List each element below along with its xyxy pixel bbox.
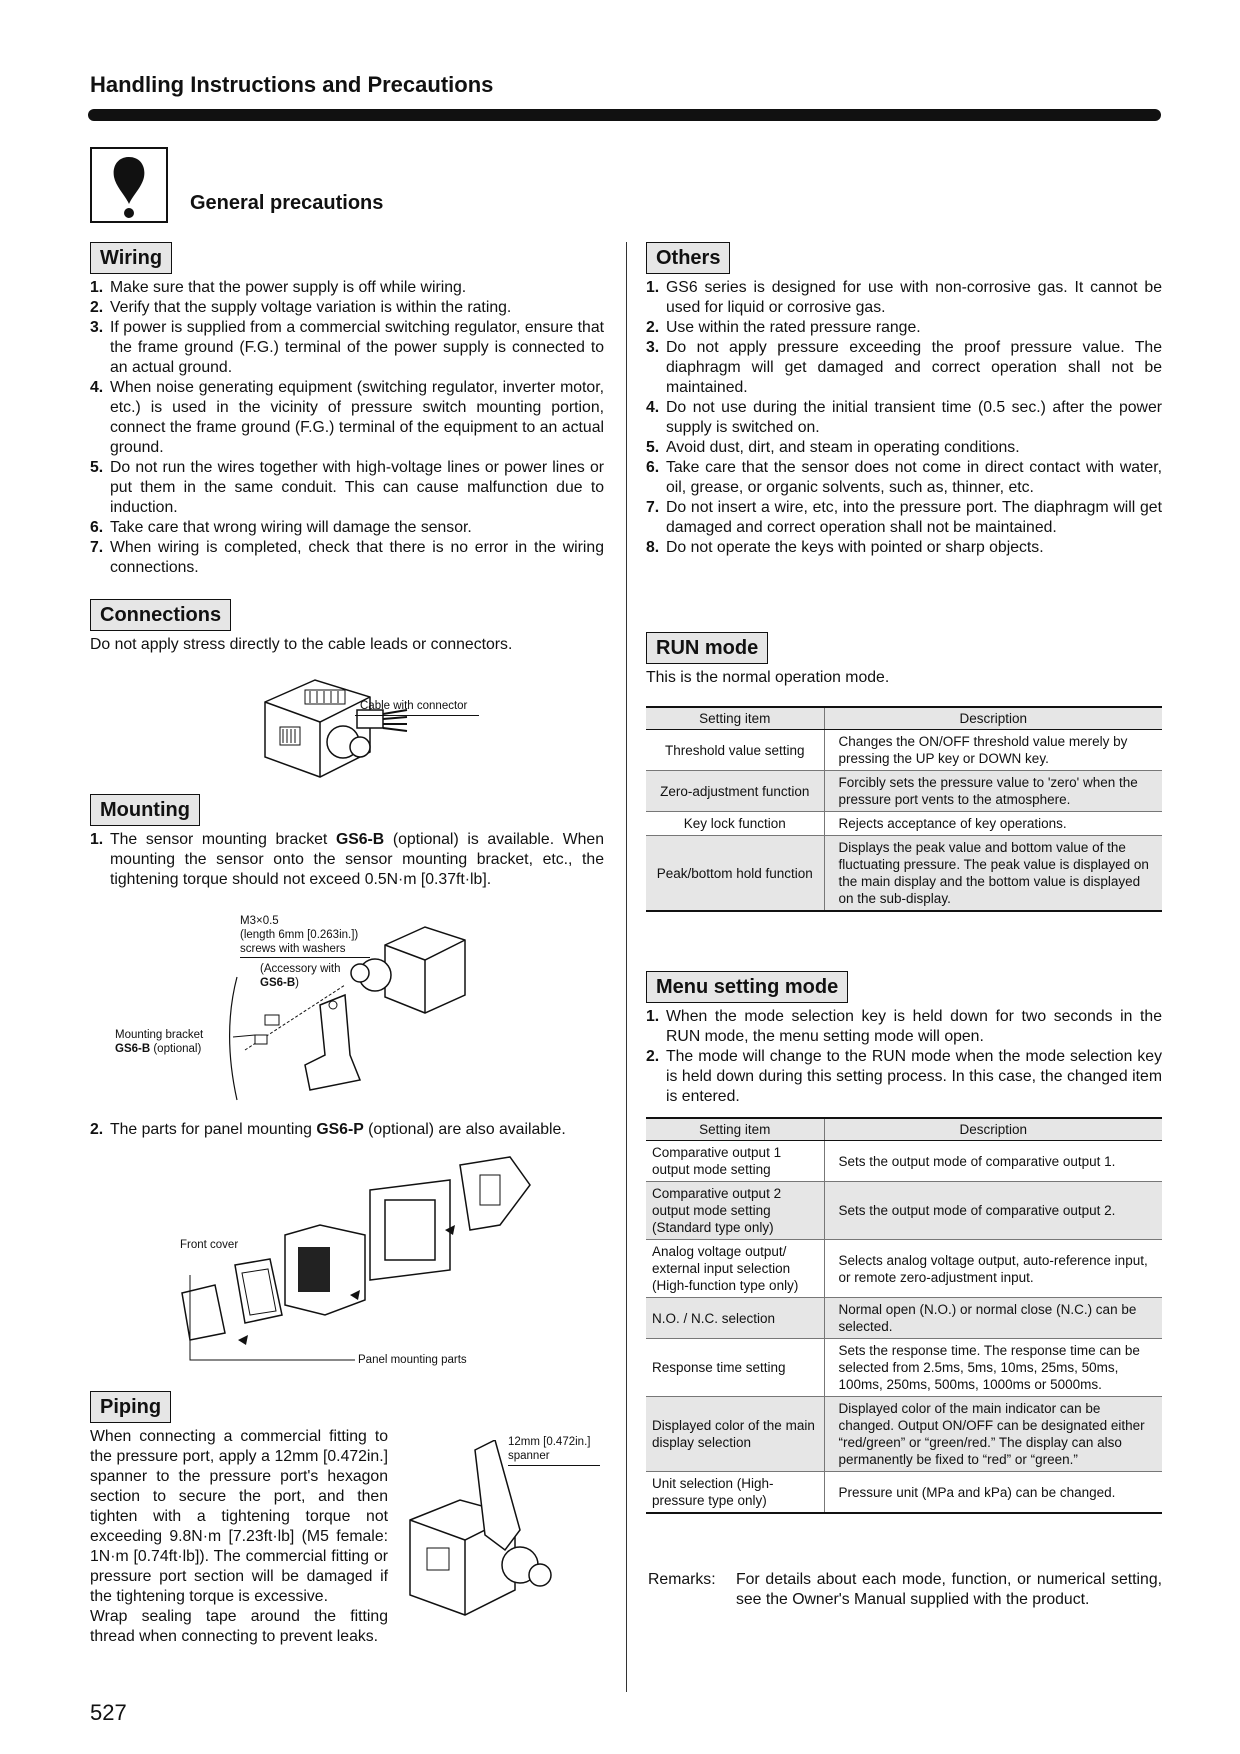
spanner-label (508, 1435, 590, 1463)
item-number: 2. (646, 319, 660, 336)
others-list (646, 278, 1162, 558)
page-title: Handling Instructions and Precautions (90, 72, 494, 97)
column-divider (626, 242, 627, 1692)
mounting-item-2-model: GS6-P (316, 1121, 364, 1138)
cable-label-leader (355, 715, 479, 716)
mounting-item-1 (90, 830, 604, 890)
item-text: Do not apply pressure exceeding the proof pressure value. The diaphragm will get damaged and correct operation shall not be maintained. (666, 339, 1162, 396)
item-text: Do not run the wires together with high-voltage lines or power lines or put them in the same conduit. This can cause malfunction due to induction. (110, 459, 604, 516)
setting-item-cell: Key lock function (646, 812, 824, 836)
bracket-label (115, 1028, 203, 1056)
item-text: Verify that the supply voltage variation is within the rating. (110, 299, 512, 316)
piping-heading: Piping (90, 1391, 171, 1423)
item-text: Take care that the sensor does not come in direct contact with water, oil, grease, or organic solvents, such as, thinner, etc. (666, 459, 1162, 496)
remarks-label: Remarks: (648, 1571, 716, 1588)
menu-mode-heading: Menu setting mode (646, 971, 848, 1003)
mounting-bracket-figure (225, 905, 485, 1105)
item-text: When the mode selection key is held down for two seconds in the RUN mode, the menu setting mode will open. (666, 1008, 1162, 1045)
table-header: Description (824, 707, 1162, 730)
setting-item-cell: N.O. / N.C. selection (646, 1298, 824, 1339)
mounting-item-1-post: (optional) is available. When mounting the sensor onto the sensor mounting bracket, etc., the tightening torque should not exceed 0.5N·m [0.37ft·lb]. (110, 831, 604, 888)
description-cell: Displays the peak value and bottom value of the fluctuating pressure. The peak value is displayed on the main display and the bottom value is displayed on the sub-display. (824, 836, 1162, 912)
run-mode-heading: RUN mode (646, 632, 768, 664)
panel-parts-label: Panel mounting parts (358, 1354, 467, 1366)
setting-item-cell: Unit selection (High-pressure type only) (646, 1472, 824, 1514)
setting-item-cell: Displayed color of the main display selection (646, 1397, 824, 1472)
table-row (646, 812, 1162, 836)
others-heading: Others (646, 242, 730, 274)
list-item (646, 538, 1162, 558)
menu-mode-list (646, 1007, 1162, 1107)
item-text: GS6 series is designed for use with non-corrosive gas. It cannot be used for liquid or corrosive gas. (666, 279, 1162, 316)
setting-item-cell: Comparative output 1 output mode setting (646, 1141, 824, 1182)
accessory-label-line: (Accessory with (260, 963, 341, 975)
mounting-item-1-model: GS6-B (335, 831, 385, 848)
caution-exclamation-icon (90, 147, 168, 223)
run-mode-table (646, 706, 1162, 912)
item-text: Avoid dust, dirt, and steam in operating conditions. (666, 439, 1020, 456)
item-number: 5. (646, 439, 660, 456)
item-text: Use within the rated pressure range. (666, 319, 921, 336)
table-row (646, 1298, 1162, 1339)
setting-item-cell: Threshold value setting (646, 730, 824, 771)
list-item (646, 318, 1162, 338)
table-row (646, 1472, 1162, 1514)
item-number: 2. (90, 299, 104, 316)
list-item (90, 298, 604, 318)
list-item (90, 458, 604, 518)
accessory-label-model: GS6-B (260, 977, 296, 989)
mounting-heading: Mounting (90, 794, 200, 826)
list-item (90, 538, 604, 578)
connections-heading: Connections (90, 599, 231, 631)
page-number: 527 (90, 1700, 127, 1725)
wiring-heading: Wiring (90, 242, 172, 274)
table-row (646, 1339, 1162, 1397)
list-item (646, 438, 1162, 458)
list-item (646, 1007, 1162, 1047)
setting-item-cell: Comparative output 2 output mode setting (Standard type only) (646, 1182, 824, 1240)
bracket-label-optional: (optional) (150, 1043, 202, 1055)
spanner-figure (405, 1440, 605, 1640)
table-row (646, 1397, 1162, 1472)
list-item (646, 458, 1162, 498)
description-cell: Forcibly sets the pressure value to 'zero' when the pressure port vents to the atmosphere. (824, 771, 1162, 812)
item-text: When noise generating equipment (switching regulator, inverter motor, etc.) is used in the vicinity of pressure switch mounting portion, connect the frame ground (F.G.) terminal of the equipment to an actual ground. (110, 379, 604, 456)
spanner-label-leader (508, 1465, 600, 1466)
run-mode-text: This is the normal operation mode. (646, 669, 890, 686)
item-text: Do not insert a wire, etc, into the pressure port. The diaphragm will get damaged and correct operation shall not be maintained. (666, 499, 1162, 536)
table-header: Description (824, 1118, 1162, 1141)
description-cell: Sets the response time. The response time can be selected from 2.5ms, 5ms, 10ms, 25ms, 50ms, 100ms, 250ms, 500ms, 1000ms or 5000ms. (824, 1339, 1162, 1397)
item-number: 5. (90, 459, 104, 476)
mounting-item-1-pre: The sensor mounting bracket (110, 831, 336, 848)
list-item (90, 378, 604, 458)
bracket-label-line: Mounting bracket (115, 1029, 204, 1041)
description-cell: Selects analog voltage output, auto-reference input, or remote zero-adjustment input. (824, 1240, 1162, 1298)
list-item (646, 338, 1162, 398)
list-item (646, 1047, 1162, 1107)
table-row (646, 730, 1162, 771)
item-text: If power is supplied from a commercial switching regulator, ensure that the frame ground (F.G.) terminal of the power supply is connected to an actual ground. (110, 319, 604, 376)
item-number: 2. (90, 1121, 104, 1138)
setting-item-cell: Response time setting (646, 1339, 824, 1397)
screw-label-line: screws with washers (240, 943, 346, 955)
piping-text-1: When connecting a commercial fitting to the pressure port, apply a 12mm [0.472in.] spanner to the pressure port's hexagon section to secure the port, and then tighten with a tightening torque not exceeding 9.8N·m [7.23ft·lb] (M5 female: 1N·m [0.74ft·lb]). The commercial fitting or pressure port section will be damaged if the tightening torque is excessive. (90, 1428, 388, 1605)
item-text: When wiring is completed, check that there is no error in the wiring connections. (110, 539, 604, 576)
item-text: The mode will change to the RUN mode when the mode selection key is held down during this setting process. In this case, the changed item is entered. (666, 1048, 1162, 1105)
description-cell: Changes the ON/OFF threshold value merely by pressing the UP key or DOWN key. (824, 730, 1162, 771)
item-number: 8. (646, 539, 660, 556)
item-number: 4. (90, 379, 104, 396)
description-cell: Rejects acceptance of key operations. (824, 812, 1162, 836)
mounting-item-2-post: (optional) are also available. (363, 1121, 566, 1138)
item-number: 4. (646, 399, 660, 416)
title-rule (88, 109, 1161, 121)
connections-text: Do not apply stress directly to the cable leads or connectors. (90, 636, 513, 653)
setting-item-cell: Peak/bottom hold function (646, 836, 824, 912)
item-number: 7. (646, 499, 660, 516)
wiring-list (90, 278, 604, 578)
table-row (646, 836, 1162, 912)
item-text: Do not operate the keys with pointed or sharp objects. (666, 539, 1044, 556)
mounting-item-2-pre: The parts for panel mounting (110, 1121, 317, 1138)
list-item (90, 318, 604, 378)
list-item (90, 518, 604, 538)
piping-text (90, 1427, 388, 1647)
table-header: Setting item (646, 707, 824, 730)
item-number: 3. (646, 339, 660, 356)
item-number: 7. (90, 539, 104, 556)
description-cell: Sets the output mode of comparative output 1. (824, 1141, 1162, 1182)
cable-connector-label: Cable with connector (360, 700, 468, 712)
remarks (648, 1570, 1162, 1610)
table-row (646, 1141, 1162, 1182)
description-cell: Displayed color of the main indicator can be changed. Output ON/OFF can be designated either “red/green” or “green/red.” The display can also permanently be fixed to “red” or “green.” (824, 1397, 1162, 1472)
piping-text-2: Wrap sealing tape around the fitting thread when connecting to prevent leaks. (90, 1608, 388, 1645)
item-number: 1. (646, 279, 660, 296)
list-item (646, 278, 1162, 318)
spanner-label-line: 12mm [0.472in.] (508, 1436, 591, 1448)
menu-mode-table (646, 1117, 1162, 1514)
item-number: 1. (646, 1008, 660, 1025)
setting-item-cell: Analog voltage output/ external input selection (High-function type only) (646, 1240, 824, 1298)
list-item (646, 498, 1162, 538)
mounting-item-2 (90, 1120, 604, 1140)
item-text: Take care that wrong wiring will damage the sensor. (110, 519, 472, 536)
description-cell: Sets the output mode of comparative output 2. (824, 1182, 1162, 1240)
remarks-text: For details about each mode, function, or numerical setting, see the Owner's Manual supplied with the product. (736, 1571, 1162, 1608)
screw-label-line: (length 6mm [0.263in.]) (240, 929, 359, 941)
list-item (646, 398, 1162, 438)
item-text: Do not use during the initial transient time (0.5 sec.) after the power supply is switched on. (666, 399, 1162, 436)
table-row (646, 771, 1162, 812)
item-number: 6. (90, 519, 104, 536)
screw-label-line: M3×0.5 (240, 915, 279, 927)
item-number: 2. (646, 1048, 660, 1065)
item-number: 6. (646, 459, 660, 476)
description-cell: Pressure unit (MPa and kPa) can be changed. (824, 1472, 1162, 1514)
table-header: Setting item (646, 1118, 824, 1141)
table-row (646, 1240, 1162, 1298)
item-text: Make sure that the power supply is off while wiring. (110, 279, 467, 296)
panel-mounting-figure (170, 1155, 550, 1375)
item-number: 1. (90, 831, 104, 848)
accessory-label-close: ) (295, 977, 299, 989)
item-number: 3. (90, 319, 104, 336)
front-cover-label: Front cover (180, 1239, 239, 1251)
description-cell: Normal open (N.O.) or normal close (N.C.) can be selected. (824, 1298, 1162, 1339)
table-row (646, 1182, 1162, 1240)
general-precautions-title: General precautions (190, 192, 384, 214)
bracket-label-model: GS6-B (115, 1043, 151, 1055)
setting-item-cell: Zero-adjustment function (646, 771, 824, 812)
list-item (90, 278, 604, 298)
spanner-label-line: spanner (508, 1450, 550, 1462)
item-number: 1. (90, 279, 104, 296)
